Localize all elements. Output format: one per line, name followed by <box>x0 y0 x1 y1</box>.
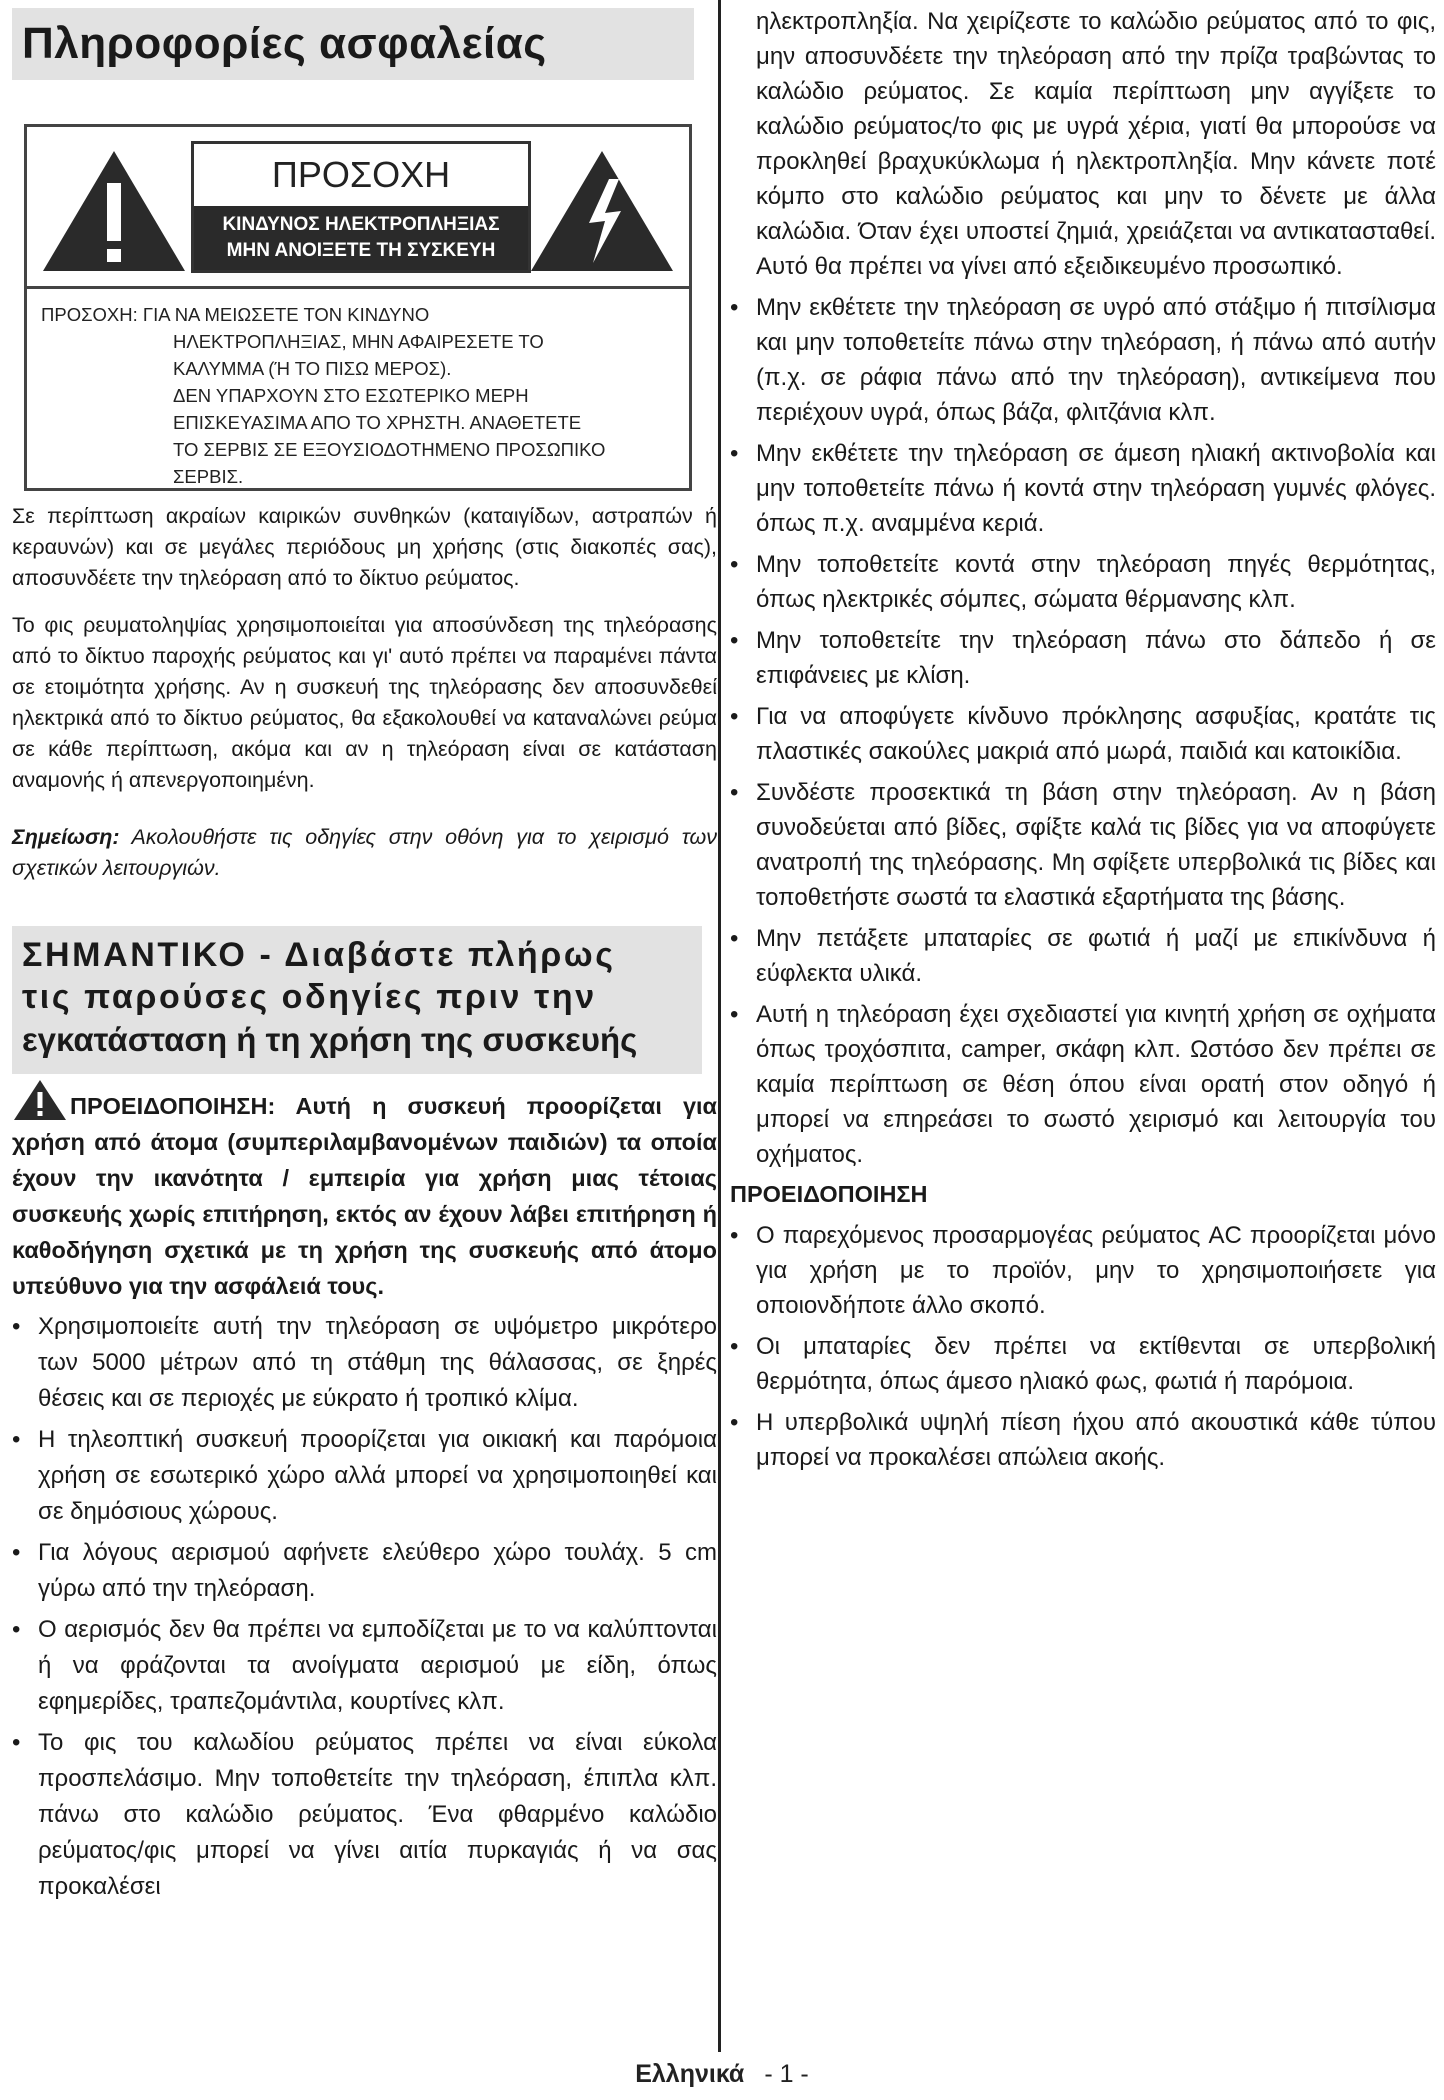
left-column <box>12 8 717 1905</box>
caution-warning-box <box>24 124 692 491</box>
list-item: • Μην εκθέτετε την τηλεόραση σε άμεση ηλιακή ακτινοβολία και μην τοποθετείτε πάνω ή κοντά στην τηλεόραση γυμνές φλόγες. όπως π.χ. αναμμένα κεριά. <box>730 436 1436 541</box>
important-heading-line-2: τις παρούσες οδηγίες πριν την <box>22 978 597 1016</box>
list-item: • Ο αερισμός δεν θα πρέπει να εμποδίζεται με το να καλύπτονται ή να φράζονται τα ανοίγματα αερισμού με είδη, όπως εφημερίδες, τραπεζομάντιλα, κουρτίνες κλπ. <box>12 1612 717 1720</box>
list-item: • Χρησιμοποιείτε αυτή την τηλεόραση σε υψόμετρο μικρότερο των 5000 μέτρων από τη στάθμη της θάλασσας, σε ξηρές θέσεις και σε περιοχές με εύκρατο ή τροπικό κλίμα. <box>12 1309 717 1417</box>
list-item: • Μην τοποθετείτε κοντά στην τηλεόραση πηγές θερμότητας, όπως ηλεκτρικές σόμπες, σώματα θέρμανσης κλπ. <box>730 547 1436 617</box>
note-label: Σημείωση: <box>12 825 120 849</box>
warning-bullet-list <box>730 1218 1436 1475</box>
list-item: • Για λόγους αερισμού αφήνετε ελεύθερο χώρο τουλάχ. 5 cm γύρω από την τηλεόραση. <box>12 1535 717 1607</box>
shock-hazard-line-2: ΜΗΝ ΑΝΟΙΞΕΤΕ ΤΗ ΣΥΣΚΕΥΗ <box>226 240 496 261</box>
caution-text-line: ΤΟ ΣΕΡΒΙΣ ΣΕ ΕΞΟΥΣΙΟΔΟΤΗΜΕΝΟ ΠΡΟΣΩΠΙΚΟ <box>173 439 606 460</box>
note-paragraph <box>12 822 717 884</box>
caution-header <box>27 127 689 289</box>
right-bullet-list <box>730 290 1436 1172</box>
page-title: Πληροφορίες ασφαλείας <box>22 19 547 68</box>
shock-hazard-line-1: ΚΙΝΔΥΝΟΣ ΗΛΕΚΤΡΟΠΛΗΞΙΑΣ <box>222 214 500 235</box>
caution-text-line: ΓΙΑ ΝΑ ΜΕΙΩΣΕΤΕ ΤΟΝ ΚΙΝΔΥΝΟ <box>142 304 430 325</box>
warning-paragraph <box>12 1078 717 1304</box>
list-item: • Για να αποφύγετε κίνδυνο πρόκλησης ασφυξίας, κρατάτε τις πλαστικές σακούλες μακριά από μωρά, παιδιά και κατοικίδια. <box>730 699 1436 769</box>
continued-paragraph: ηλεκτροπληξία. Να χειρίζεστε το καλώδιο ρεύματος από το φις, μην αποσυνδέετε την τηλεόραση από την πρίζα τραβώντας το καλώδιο ρεύματος. Σε καμία περίπτωση μην αγγίξετε το καλώδιο ρεύματος/το φις με υγρά χέρια, γιατί θα μπορούσε να προκληθεί βραχυκύκλωμα ή ηλεκτροπληξία. Μην κάνετε ποτέ κόμπο στο καλώδιο ρεύματος και μην το δένετε με άλλα καλώδια. Όταν έχει υποστεί ζημιά, χρειάζεται να αντικατασταθεί. Αυτό θα πρέπει να γίνει από εξειδικευμένο προσωπικό. <box>756 8 1436 280</box>
warning-triangle-icon <box>12 1078 68 1122</box>
list-item: • Μην εκθέτετε την τηλεόραση σε υγρό από στάξιμο ή πιτσίλισμα και μην τοποθετείτε πάνω στην τηλεόραση, ή πάνω από αυτήν (π.χ. σε ράφια πάνω από την τηλεόραση), αντικείμενα που περιέχουν υγρά, όπως βάζα, φλιτζάνια κλπ. <box>730 290 1436 430</box>
caution-text-line: ΗΛΕΚΤΡΟΠΛΗΞΙΑΣ, ΜΗΝ ΑΦΑΙΡΕΣΕΤΕ ΤΟ <box>173 331 544 352</box>
weather-paragraph: Σε περίπτωση ακραίων καιρικών συνθηκών (καταιγίδων, αστραπών ή κεραυνών) και σε μεγάλες περιόδους μη χρήσης (στις διακοπές σας), αποσυνδέετε την τηλεόραση από το δίκτυο ρεύματος. <box>12 504 717 590</box>
caution-label-box <box>191 141 531 273</box>
page-number: - 1 - <box>764 2060 809 2088</box>
important-heading-box <box>12 926 702 1074</box>
shock-hazard-band <box>194 206 528 270</box>
list-item: • Η υπερβολικά υψηλή πίεση ήχου από ακουστικά κάθε τύπου μπορεί να προκαλέσει απώλεια ακοής. <box>730 1405 1436 1475</box>
exclamation-warning-icon <box>39 145 189 275</box>
list-item: • Μην τοποθετείτε την τηλεόραση πάνω στο δάπεδο ή σε επιφάνειες με κλίση. <box>730 623 1436 693</box>
caution-text-lead: ΠΡΟΣΟΧΗ: <box>41 304 143 325</box>
list-item: • Ο παρεχόμενος προσαρμογέας ρεύματος AC προορίζεται μόνο για χρήση με το προϊόν, μην το χρησιμοποιήσετε για οποιονδήποτε άλλο σκοπό. <box>730 1218 1436 1323</box>
important-heading-line-3: εγκατάσταση ή τη χρήση της συσκευής <box>22 1021 638 1058</box>
important-heading-line-1: ΣΗΜΑΝΤΙΚΟ - Διαβάστε πλήρως <box>22 936 616 974</box>
caution-text-line: ΕΠΙΣΚΕΥΑΣΙΜΑ ΑΠΟ ΤΟ ΧΡΗΣΤΗ. ΑΝΑΘΕΤΕΤΕ <box>173 412 582 433</box>
warning-heading: ΠΡΟΕΙΔΟΠΟΙΗΣΗ <box>730 1181 928 1207</box>
list-item: • Αυτή η τηλεόραση έχει σχεδιαστεί για κινητή χρήση σε οχήματα όπως τροχόσπιτα, camper, σκάφη κλπ. Ωστόσο δεν πρέπει σε καμία περίπτωση σε θέση όπου είναι ορατή στον οδηγό ή μπορεί να επηρεάσει το σωστό χειρισμό και λειτουργία του οχήματος. <box>730 997 1436 1172</box>
plug-paragraph: Το φις ρευματοληψίας χρησιμοποιείται για αποσύνδεση της τηλεόρασης από το δίκτυο παροχής ρεύματος και γι' αυτό πρέπει να παραμένει πάντα σε ετοιμότητα χρήσης. Αν η συσκευή της τηλεόρασης δεν αποσυνδεθεί ηλεκτρικά από το δίκτυο ρεύματος, θα εξακολουθεί να καταναλώνει ρεύμα σε κάθε περίπτωση, ακόμα και αν η τηλεόραση είναι σε κατάσταση αναμονής ή απενεργοποιημένη. <box>12 613 717 792</box>
list-item: • Οι μπαταρίες δεν πρέπει να εκτίθενται σε υπερβολική θερμότητα, όπως άμεσο ηλιακό φως, φωτιά ή παρόμοια. <box>730 1329 1436 1399</box>
caution-text-line: ΣΕΡΒΙΣ. <box>173 466 244 487</box>
right-column <box>730 4 1436 1475</box>
list-item: • Η τηλεοπτική συσκευή προορίζεται για οικιακή και παρόμοια χρήση σε εσωτερικό χώρο αλλά μπορεί να χρησιμοποιηθεί και σε δημόσιους χώρους. <box>12 1422 717 1530</box>
caution-word: ΠΡΟΣΟΧΗ <box>271 154 451 195</box>
left-bullet-list <box>12 1309 717 1905</box>
page-footer <box>0 2060 1444 2089</box>
caution-text-line: ΔΕΝ ΥΠΑΡΧΟΥΝ ΣΤΟ ΕΣΩΤΕΡΙΚΟ ΜΕΡΗ <box>173 385 529 406</box>
list-item: • Συνδέστε προσεκτικά τη βάση στην τηλεόραση. Αν η βάση συνοδεύεται από βίδες, σφίξτε καλά τις βίδες για να αποφύγετε ανατροπή της τηλεόρασης. Μη σφίξετε υπερβολικά τις βίδες και τοποθετήστε σωστά τα ελαστικά εξαρτήματα της βάσης. <box>730 775 1436 915</box>
footer-language: Ελληνικά <box>635 2060 745 2088</box>
list-item: • Μην πετάξετε μπαταρίες σε φωτιά ή μαζί με επικίνδυνα ή εύφλεκτα υλικά. <box>730 921 1436 991</box>
caution-text-line: ΚΑΛΥΜΜΑ (Ή ΤΟ ΠΙΣΩ ΜΕΡΟΣ). <box>173 358 452 379</box>
title-bar <box>12 8 694 80</box>
caution-text <box>41 301 681 490</box>
lightning-warning-icon <box>527 145 677 275</box>
warning-text: ΠΡΟΕΙΔΟΠΟΙΗΣΗ: Αυτή η συσκευή προορίζεται για χρήση από άτομα (συμπεριλαμβανομένων παιδιών) τα οποία έχουν την ικανότητα / εμπειρία για χρήση μιας τέτοιας συσκευής χωρίς επιτήρηση, εκτός αν έχουν λάβει επιτήρηση ή καθοδήγηση σχετικά με τη χρήση της συσκευής από άτομο υπεύθυνο για την ασφάλειά τους. <box>12 1093 717 1299</box>
note-text: Ακολουθήστε τις οδηγίες στην οθόνη για το χειρισμό των σχετικών λειτουργιών. <box>12 825 717 880</box>
column-divider <box>718 0 721 2052</box>
list-item: • Το φις του καλωδίου ρεύματος πρέπει να είναι εύκολα προσπελάσιμο. Μην τοποθετείτε την τηλεόραση, έπιπλα κλπ. πάνω στο καλώδιο ρεύματος. Ένα φθαρμένο καλώδιο ρεύματος/φις μπορεί να γίνει αιτία πυρκαγιάς ή να σας προκαλέσει <box>12 1725 717 1905</box>
